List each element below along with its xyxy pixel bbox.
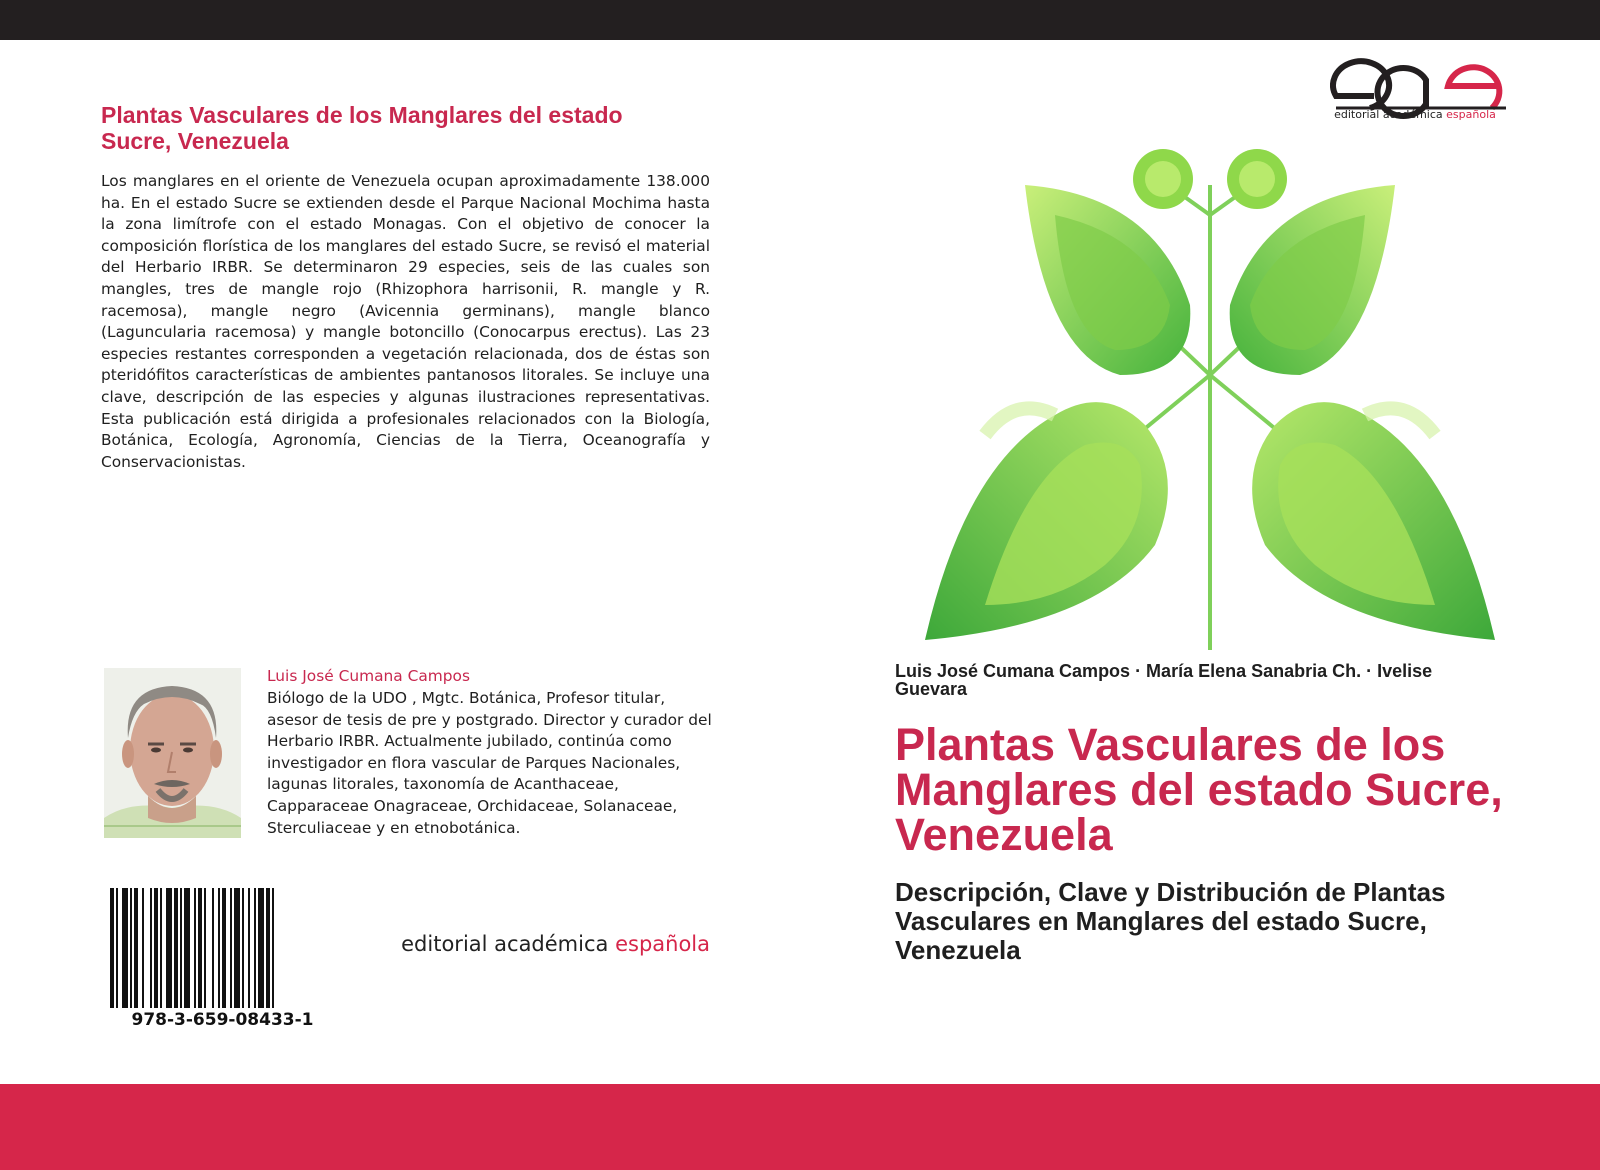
publisher-name-accent: española: [615, 932, 710, 956]
barcode-icon: [110, 888, 335, 1008]
front-cover-authors: Luis José Cumana Campos · María Elena Sanabria Ch. · Ivelise Guevara: [895, 661, 1433, 699]
leaf-illustration: [925, 145, 1495, 650]
back-cover-description: Los manglares en el oriente de Venezuela ocupan aproximadamente 138.000 ha. En el estado Sucre se extienden desde el Parque Nacional Mochima hasta la zona limítrofe con el estado Monagas. Con el objetivo de conocer la composición florística de los manglares del estado Sucre, se revisó el material del Herbario IRBR. Se determinaron 29 especies, seis de las cuales son mangles, tres de mangle rojo (Rhizophora harrisonii, R. mangle y R. racemosa), mangle negro (Avicennia germinans), mangle blanco (Laguncularia racemosa) y mangle botoncillo (Conocarpus erectus). Las 23 especies restantes corresponden a vegetación relacionada, dos de éstas son pteridófitos características de ambientes pantanosos litorales. Se incluye una clave, descripción de las especies y algunas ilustraciones representativas. Esta publicación está dirigida a profesionales relacionados con la Biología, Botánica, Ecología, Agronomía, Ciencias de la Tierra, Oceanografía y Conservacionistas.: [101, 172, 710, 471]
logo-caption-accent: española: [1446, 108, 1496, 121]
front-cover-title: Plantas Vasculares de los Manglares del estado Sucre, Venezuela: [895, 719, 1503, 860]
logo-caption: [1320, 108, 1510, 121]
front-cover-subtitle: Descripción, Clave y Distribución de Plantas Vasculares en Manglares del estado Sucre, Venezuela: [895, 877, 1446, 965]
author-bio: Biólogo de la UDO , Mgtc. Botánica, Profesor titular, asesor de tesis de pre y postgrado. Director y curador del Herbario IRBR. Actualmente jubilado, continúa como investigador en flora vascular de Parques Nacionales, lagunas litorales, taxonomía de Acanthaceae, Capparaceae Onagraceae, Orchidaceae, Solanaceae, Sterculiaceae y en etnobotánica.: [267, 689, 712, 837]
isbn-number: 978-3-659-08433-1: [131, 1010, 314, 1030]
logo-caption-main: editorial académica: [1334, 108, 1447, 121]
author-photo: [104, 668, 241, 838]
author-name: Luis José Cumana Campos: [267, 667, 470, 685]
bottom-bar: [0, 1084, 1600, 1170]
back-cover-title: Plantas Vasculares de los Manglares del estado Sucre, Venezuela: [101, 102, 623, 154]
author-portrait-icon: [104, 668, 241, 838]
publisher-footer: [378, 932, 710, 956]
top-bar: [0, 0, 1600, 40]
publisher-name: editorial académica: [401, 932, 616, 956]
